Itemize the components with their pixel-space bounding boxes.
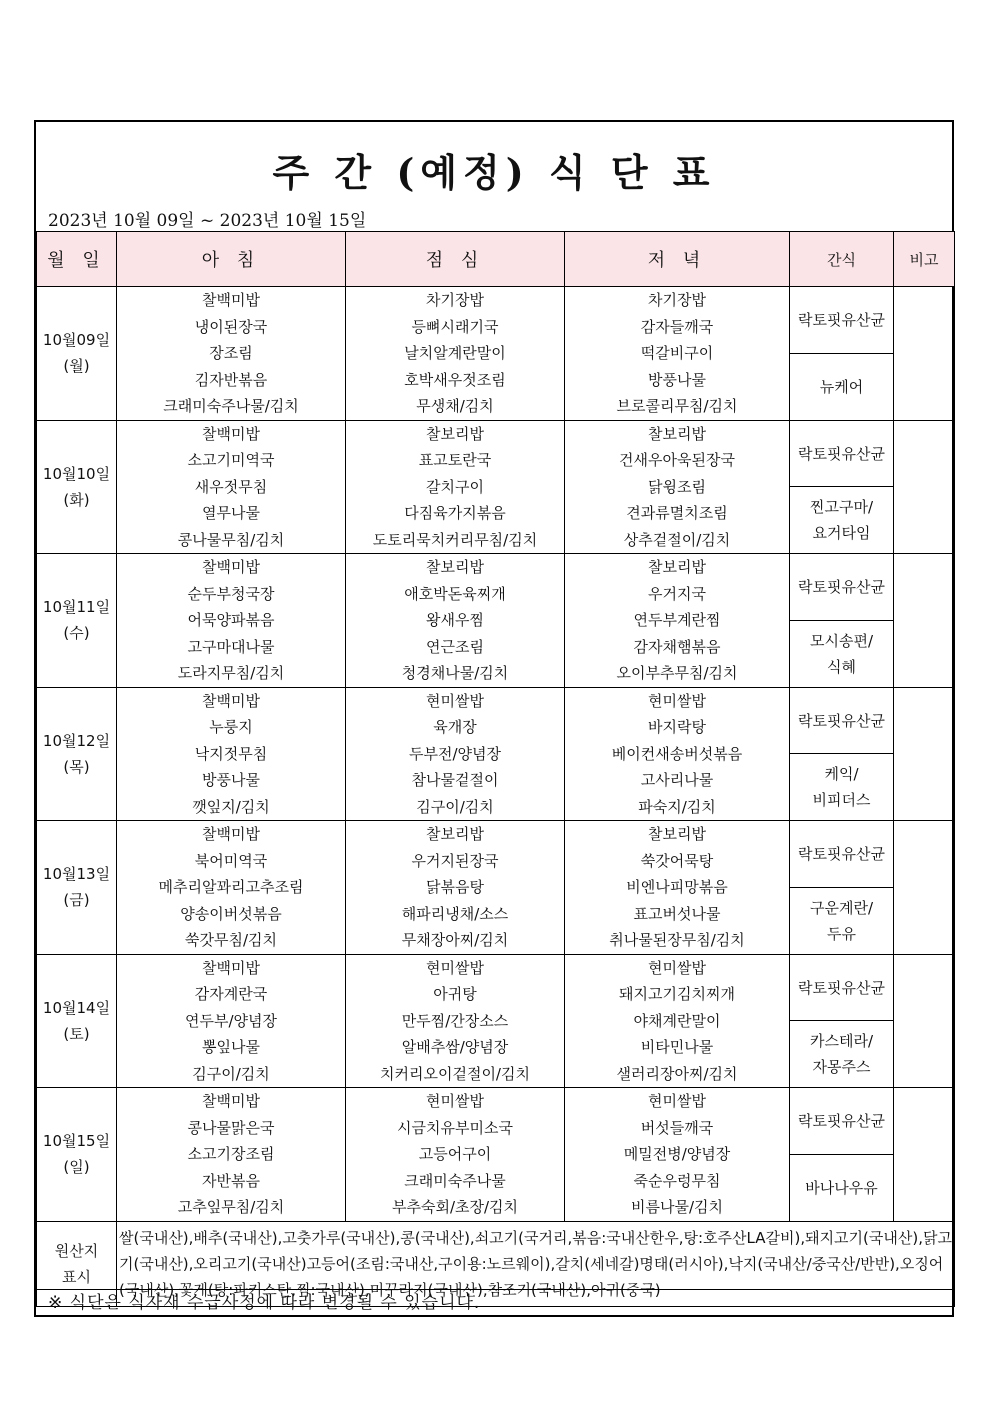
menu-item: 찰백미밥 [202,825,260,843]
menu-item: 감자들깨국 [640,317,714,336]
breakfast-cell [117,420,346,554]
menu-item: 찰보리밥 [648,558,706,576]
snack-cell-1: 락토핏유산균 [790,287,894,354]
menu-item: 육개장 [433,718,477,736]
breakfast-cell [117,554,346,688]
lunch-cell [346,821,565,955]
menu-item: 깻잎지/김치 [192,797,270,816]
day-row [37,1088,955,1155]
menu-item: 표고버섯나물 [633,904,721,923]
menu-item: 김구이/김치 [192,1064,270,1083]
header-snack: 간식 [790,232,894,287]
menu-item: 김자반볶음 [194,370,268,389]
menu-item: 새우젓무침 [194,477,268,496]
breakfast-cell [117,954,346,1088]
snack-cell-2: 구운계란/ 두유 [790,887,894,954]
menu-item: 콩나물무침/김치 [177,530,285,549]
menu-sheet [34,120,954,1317]
day-date: 10월12일 [42,731,111,750]
page-title: 주 간 (예정) 식 단 표 [272,150,716,195]
menu-item: 왕새우찜 [426,611,484,629]
menu-item: 오이부추무침/김치 [616,664,738,682]
day-date: 10월14일 [42,998,111,1017]
menu-item: 현미쌀밥 [648,691,706,710]
remarks-cell [894,821,955,955]
menu-item: 연근조림 [426,637,484,656]
day-date: 10월15일 [42,1132,111,1151]
menu-item: 누룽지 [209,718,253,736]
day-date: 10월10일 [42,464,111,483]
menu-item: 어묵양파볶음 [187,611,275,629]
day-row [37,420,955,487]
header-lunch: 점 심 [346,232,565,287]
menu-item: 베이컨새송버섯볶음 [611,744,743,763]
menu-item: 비엔나피망볶음 [626,878,728,896]
menu-item: 김구이/김치 [416,797,494,816]
menu-item: 호박새우젓조림 [404,370,506,389]
menu-item: 찰백미밥 [202,424,260,443]
dinner-cell [565,687,790,821]
menu-item: 등뼈시래기국 [411,317,499,336]
remarks-cell [894,554,955,688]
menu-item: 북어미역국 [194,851,268,870]
menu-item: 견과류멸치조림 [626,504,728,522]
header-row [37,232,955,287]
menu-item: 건새우아욱된장국 [619,451,735,469]
menu-item: 자반볶음 [202,1171,260,1190]
origin-label-line2: 표시 [62,1267,91,1286]
menu-item: 샐러리장아찌/김치 [616,1064,738,1083]
day-cell [37,420,117,554]
menu-item: 표고토란국 [418,451,492,469]
menu-item: 방풍나물 [202,771,260,789]
menu-item: 장조림 [209,344,253,362]
menu-item: 연두부계란찜 [633,611,721,629]
header-breakfast: 아 침 [117,232,346,287]
menu-item: 찰백미밥 [202,558,260,576]
menu-item: 메추리알꽈리고추조림 [158,878,304,896]
menu-item: 닭볶음탕 [426,878,484,896]
breakfast-cell [117,687,346,821]
menu-item: 찰보리밥 [648,825,706,843]
lunch-cell [346,954,565,1088]
day-date: 10월11일 [42,598,111,617]
menu-item: 쑥갓어묵탕 [640,851,714,870]
day-date: 10월09일 [42,331,111,350]
menu-item: 닭윙조림 [648,477,706,496]
menu-item: 비타민나물 [640,1038,714,1056]
header-day: 월 일 [37,232,117,287]
menu-item: 도토리묵치커리무침/김치 [372,530,538,549]
menu-item: 떡갈비구이 [640,344,714,362]
menu-item: 파숙지/김치 [638,797,716,816]
lunch-cell [346,687,565,821]
menu-item: 죽순우렁무침 [633,1171,721,1190]
dinner-cell [565,821,790,955]
snack-cell-1: 락토핏유산균 [790,954,894,1021]
menu-item: 소고기미역국 [187,451,275,469]
menu-item: 해파리냉채/소스 [401,904,509,923]
menu-item: 갈치구이 [426,477,484,496]
menu-item: 날치알계란말이 [404,344,506,362]
day-row [37,687,955,754]
menu-item: 현미쌀밥 [648,1092,706,1110]
day-weekday: (금) [63,891,90,910]
menu-item: 비름나물/김치 [631,1198,723,1216]
menu-item: 다짐육가지볶음 [404,504,506,522]
menu-item: 만두찜/간장소스 [401,1011,509,1030]
menu-item: 뽕잎나물 [202,1038,260,1056]
day-row [37,287,955,354]
menu-item: 두부전/양념장 [409,744,501,763]
menu-item: 돼지고기김치찌개 [619,985,735,1003]
menu-item: 도라지무침/김치 [177,664,285,682]
menu-item: 바지락탕 [648,718,706,736]
menu-item: 고구마대나물 [187,637,275,656]
menu-item: 무생채/김치 [416,397,494,415]
menu-item: 찰보리밥 [648,424,706,443]
menu-item: 쑥갓무침/김치 [185,931,277,949]
menu-item: 치커리오이겉절이/김치 [380,1064,530,1083]
menu-item: 현미쌀밥 [426,1092,484,1110]
breakfast-cell [117,1088,346,1222]
snack-cell-2: 케익/ 비피더스 [790,754,894,821]
snack-cell-2: 뉴케어 [790,353,894,420]
menu-change-note: ※ 식단은 식자재 수급사정에 따라 변경될 수 있습니다. [48,1293,481,1313]
menu-item: 우거지된장국 [411,851,499,870]
remarks-cell [894,954,955,1088]
menu-item: 고등어구이 [418,1145,492,1163]
menu-item: 청경채나물/김치 [401,664,509,682]
menu-item: 양송이버섯볶음 [180,904,282,923]
dinner-cell [565,420,790,554]
day-cell [37,954,117,1088]
day-row [37,554,955,621]
dinner-cell [565,554,790,688]
menu-period: 2023년 10월 09일 ~ 2023년 10월 15일 [48,211,367,231]
snack-cell-1: 락토핏유산균 [790,554,894,621]
snack-cell-2: 찐고구마/ 요거타임 [790,487,894,554]
menu-item: 콩나물맑은국 [187,1118,275,1137]
menu-item: 찰백미밥 [202,1092,260,1110]
snack-cell-2: 카스테라/ 자몽주스 [790,1021,894,1088]
menu-item: 시금치유부미소국 [397,1118,513,1137]
menu-item: 취나물된장무침/김치 [609,931,745,949]
menu-item: 우거지국 [648,584,706,603]
snack-cell-1: 락토핏유산균 [790,420,894,487]
menu-item: 버섯들깨국 [640,1118,714,1137]
day-cell [37,287,117,421]
menu-item: 상추겉절이/김치 [623,530,731,549]
dinner-cell [565,1088,790,1222]
menu-item: 현미쌀밥 [648,958,706,977]
menu-item: 참나물겉절이 [411,771,499,789]
remarks-cell [894,420,955,554]
snack-cell-2: 모시송편/ 식혜 [790,620,894,687]
menu-item: 아귀탕 [433,985,477,1003]
day-weekday: (목) [63,757,90,776]
dinner-cell [565,954,790,1088]
menu-item: 순두부청국장 [187,584,275,603]
menu-item: 브로콜리무침/김치 [616,397,738,415]
menu-item: 찰보리밥 [426,424,484,443]
menu-body [37,287,955,1222]
day-weekday: (수) [63,624,90,643]
day-date: 10월13일 [42,865,111,884]
lunch-cell [346,287,565,421]
menu-item: 부추숙회/초장/김치 [391,1198,519,1216]
day-row [37,821,955,888]
menu-item: 소고기장조림 [187,1145,275,1163]
snack-cell-2: 바나나우유 [790,1154,894,1221]
menu-item: 찰백미밥 [202,691,260,710]
day-cell [37,821,117,955]
menu-item: 야채계란말이 [633,1011,721,1030]
menu-item: 고사리나물 [640,771,714,789]
menu-item: 감자채햄볶음 [633,637,721,656]
weekly-menu-table [36,231,955,1307]
lunch-cell [346,1088,565,1222]
header-remarks: 비고 [894,232,955,287]
header-dinner: 저 녁 [565,232,790,287]
day-row [37,954,955,1021]
menu-item: 현미쌀밥 [426,691,484,710]
day-cell [37,1088,117,1222]
day-weekday: (월) [63,357,90,376]
breakfast-cell [117,821,346,955]
breakfast-cell [117,287,346,421]
menu-item: 알배추쌈/양념장 [401,1038,509,1056]
menu-item: 차기장밥 [648,291,706,309]
menu-item: 크래미숙주나물 [404,1171,506,1190]
menu-item: 찰백미밥 [202,958,260,977]
menu-item: 감자계란국 [194,985,268,1003]
lunch-cell [346,420,565,554]
menu-item: 찰백미밥 [202,291,260,309]
day-cell [37,687,117,821]
remarks-cell [894,287,955,421]
menu-item: 열무나물 [202,504,260,522]
snack-cell-1: 락토핏유산균 [790,821,894,888]
day-weekday: (화) [63,490,90,509]
snack-cell-1: 락토핏유산균 [790,1088,894,1155]
day-weekday: (일) [63,1158,90,1177]
menu-item: 차기장밥 [426,291,484,309]
menu-item: 연두부/양념장 [185,1011,277,1030]
day-weekday: (토) [63,1024,90,1043]
menu-item: 애호박돈육찌개 [404,584,506,603]
origin-label-line1: 원산지 [54,1241,99,1260]
remarks-cell [894,1088,955,1222]
menu-item: 고추잎무침/김치 [177,1198,285,1216]
menu-item: 방풍나물 [648,370,706,389]
menu-item: 현미쌀밥 [426,958,484,977]
menu-item: 찰보리밥 [426,558,484,576]
dinner-cell [565,287,790,421]
menu-item: 크래미숙주나물/김치 [163,397,299,415]
day-cell [37,554,117,688]
origin-text: 쌀(국내산),배추(국내산),고춧가루(국내산),콩(국내산),쇠고기(국거리,볶음:국내산한우,탕:호주산LA갈비),돼지고기(국내산),닭고기(국내산),오리고기(국내산)고등어(조림:국내산,구이용:노르웨이),갈치(세네갈)명태(러시아),낙지(국내산/중국산/반반),오징어(국내산),꽃게(탕:파키스탄,찜:국내산),미꾸라지(국내산),참조기(국내산),아귀(중국) [117,1221,955,1306]
menu-item: 무채장아찌/김치 [401,931,509,949]
snack-cell-1: 락토핏유산균 [790,687,894,754]
remarks-cell [894,687,955,821]
menu-item: 냉이된장국 [194,317,268,336]
lunch-cell [346,554,565,688]
menu-item: 메밀전병/양념장 [623,1145,731,1163]
menu-item: 찰보리밥 [426,825,484,843]
menu-item: 낙지젓무침 [194,744,268,763]
